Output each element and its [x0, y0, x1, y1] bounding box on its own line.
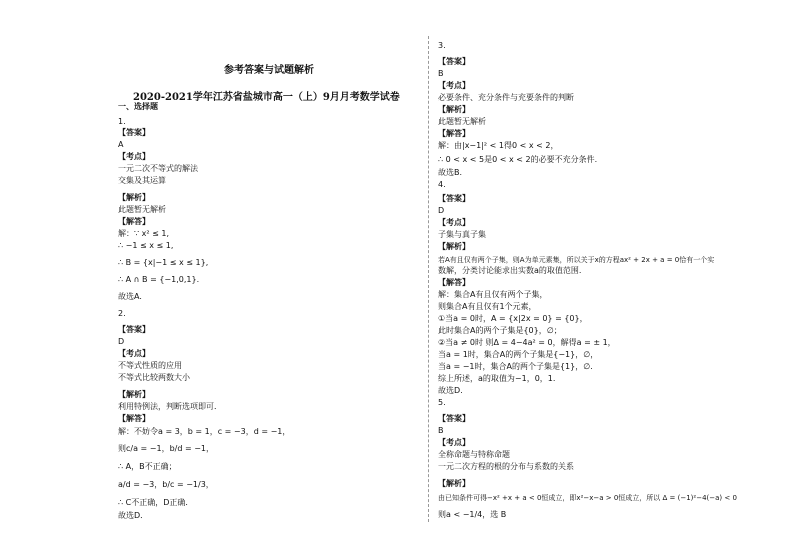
q1-kp2: 交集及其运算 [118, 176, 166, 185]
q2-kp-label: 【考点】 [118, 349, 150, 358]
q1-solution-label: 【解答】 [118, 217, 150, 226]
q2-number: 2. [118, 309, 126, 318]
q4-analysis-label: 【解析】 [438, 242, 470, 251]
q4-solution-line: ①当a = 0时，A = {x|2x = 0} = {0}， [438, 314, 588, 323]
q4-solution-line: 故选D. [438, 386, 463, 395]
q4-answer: D [438, 206, 445, 215]
column-divider [428, 36, 429, 522]
q1-kp1: 一元二次不等式的解法 [118, 164, 198, 173]
q4-analysis-line: 数解，分类讨论能求出实数a的取值范围. [438, 266, 582, 275]
q2-solution-label: 【解答】 [118, 414, 150, 423]
document-subtitle: 2020-2021学年江苏省盐城市高一（上）9月月考数学试卷 [133, 92, 400, 103]
q5-answer: B [438, 426, 444, 435]
q1-solution-line: ∴ A ∩ B = {−1,0,1}. [118, 275, 200, 284]
q3-answer-label: 【答案】 [438, 57, 470, 66]
q2-solution-line: ∴ A，B不正确； [118, 462, 177, 471]
q5-analysis-line: 则a < −1/4，选 B [438, 510, 507, 519]
q1-solution-line: 故选A. [118, 292, 142, 301]
q1-solution-line: ∴ B = {x|−1 ≤ x ≤ 1}, [118, 258, 209, 267]
q4-solution-line: ②当a ≠ 0时 则Δ = 4−4a² = 0，解得a = ± 1， [438, 338, 616, 347]
q3-solution-line: ∴ 0 < x < 5是0 < x < 2的必要不充分条件. [438, 155, 598, 164]
q2-kp2: 不等式比较两数大小 [118, 373, 190, 382]
q3-solution-label: 【解答】 [438, 129, 470, 138]
q2-solution-line: 故选D． [118, 511, 149, 520]
q4-solution-line: 当a = 1时，集合A的两个子集是{−1}，∅， [438, 350, 599, 359]
q4-solution-line: 解：集合A有且仅有两个子集， [438, 290, 548, 299]
q4-kp-label: 【考点】 [438, 218, 470, 227]
q2-answer: D [118, 337, 125, 346]
q2-kp1: 不等式性质的应用 [118, 361, 182, 370]
q2-answer-label: 【答案】 [118, 325, 150, 334]
q4-solution-line: 则集合A有且仅有1个元素， [438, 302, 537, 311]
q3-analysis-label: 【解析】 [438, 105, 470, 114]
q3-solution-line: 解：由|x−1|² < 1得0 < x < 2， [438, 141, 559, 150]
q1-analysis-label: 【解析】 [118, 193, 150, 202]
q5-kp2: 一元二次方程的根的分布与系数的关系 [438, 462, 574, 471]
q4-solution-label: 【解答】 [438, 278, 470, 287]
q2-solution-line: a/d = −3，b/c = −1/3， [118, 480, 214, 489]
q2-analysis-label: 【解析】 [118, 390, 150, 399]
q3-answer: B [438, 69, 444, 78]
q5-analysis-label: 【解析】 [438, 479, 470, 488]
q1-solution-line: ∴ −1 ≤ x ≤ 1, [118, 241, 174, 250]
q4-number: 4. [438, 180, 446, 189]
q4-solution-line: 此时集合A的两个子集是{0}，∅； [438, 326, 562, 335]
q3-number: 3. [438, 41, 446, 50]
q3-kp-label: 【考点】 [438, 81, 470, 90]
q4-kp1: 子集与真子集 [438, 230, 486, 239]
q2-solution-line: 则c/a = −1，b/d = −1， [118, 444, 215, 453]
q3-analysis: 此题暂无解析 [438, 117, 486, 126]
section-heading: 一、选择题 [118, 102, 158, 111]
q1-answer: A [118, 140, 124, 149]
q5-answer-label: 【答案】 [438, 414, 470, 423]
q3-kp1: 必要条件、充分条件与充要条件的判断 [438, 93, 574, 102]
q4-analysis-line: 若A有且仅有两个子集，则A为单元素集，所以关于x的方程ax² + 2x + a = 0恰有一个实 [438, 256, 715, 264]
q1-number: 1. [118, 117, 126, 126]
q1-kp-label: 【考点】 [118, 152, 150, 161]
q5-kp1: 全称命题与特称命题 [438, 450, 510, 459]
q4-solution-line: 当a = −1时，集合A的两个子集是{1}，∅. [438, 362, 593, 371]
q5-number: 5. [438, 398, 446, 407]
q3-solution-line: 故选B. [438, 168, 463, 177]
q4-solution-line: 综上所述，a的取值为−1，0，1. [438, 374, 556, 383]
q2-solution-line: 解：不妨令a = 3，b = 1，c = −3，d = −1， [118, 427, 291, 436]
q2-analysis: 利用特例法，判断选项即可． [118, 402, 222, 411]
q1-solution-line: 解：∵ x² ≤ 1, [118, 229, 169, 238]
q2-solution-line: ∴ C不正确，D正确． [118, 498, 194, 507]
q5-kp-label: 【考点】 [438, 438, 470, 447]
q5-analysis-line: 由已知条件可得−x² +x + a < 0恒成立，即x²−x−a > 0恒成立，所以 Δ = (−1)²−4(−a) < 0 [438, 494, 737, 502]
q1-analysis: 此题暂无解析 [118, 205, 166, 214]
document-title: 参考答案与试题解析 [224, 65, 314, 76]
q1-answer-label: 【答案】 [118, 128, 150, 137]
q4-answer-label: 【答案】 [438, 194, 470, 203]
